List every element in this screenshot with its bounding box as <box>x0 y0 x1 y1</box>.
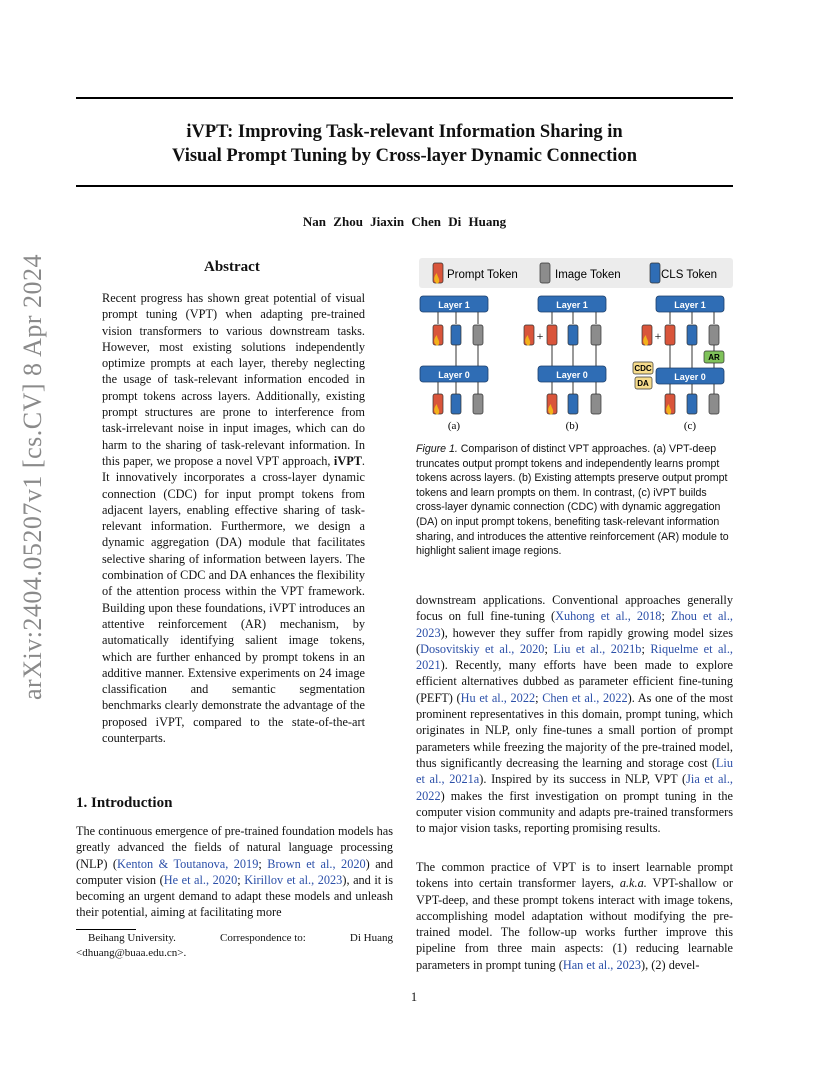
intro-text: ) and computer vision ( <box>76 856 393 887</box>
citation-link[interactable]: Brown et al., 2020 <box>267 856 366 871</box>
footnote-author: Di Huang <box>349 932 393 944</box>
body-text: ; <box>661 609 671 624</box>
arxiv-watermark: arXiv:2404.05207v1 [cs.CV] 8 Apr 2024 <box>18 253 47 700</box>
body-text: The common practice of VPT is to insert learnable prompt tokens into certain transformer layers, <box>416 860 733 891</box>
body-text: ). Inspired by its success in NLP, VPT ( <box>479 772 687 787</box>
layer-1-label: Layer 1 <box>556 300 588 310</box>
body-text: ; <box>641 641 651 656</box>
legend-cls-label: CLS Token <box>661 269 718 281</box>
footnote-correspondence: Correspondence to: <box>219 932 306 944</box>
layer-0-label: Layer 0 <box>556 370 588 380</box>
right-column-paragraph-2 <box>416 859 733 973</box>
footnote-affiliation: Beihang University. <box>88 932 176 944</box>
body-text: ), however they suffer from rapidly growing model sizes ( <box>416 625 733 656</box>
panel-b <box>524 296 606 432</box>
image-token <box>709 394 719 414</box>
intro-text: ), and it is becoming an urgent demand to adapt these models and unleash their potential, aiming at facilitating more <box>76 872 393 920</box>
image-token-icon <box>540 263 550 283</box>
author-list: Nan Zhou Jiaxin Chen Di Huang <box>302 214 507 229</box>
citation-link[interactable]: Jia et al., 2022 <box>416 772 733 803</box>
body-text: ). Recently, many efforts have been made to explore efficient alternatives dubbed as parameter efficient fine-tuning (PEFT) ( <box>416 658 733 705</box>
layer-0-label: Layer 0 <box>674 372 706 382</box>
panel-a-label: (a) <box>447 420 461 432</box>
image-token <box>473 325 483 345</box>
da-label: DA <box>637 379 649 388</box>
abstract-heading: Abstract <box>204 259 260 275</box>
citation-link[interactable]: Chen et al., 2022 <box>542 690 628 705</box>
title-line-1: iVPT: Improving Task-relevant Information Sharing in <box>186 122 623 142</box>
body-text: ; <box>535 690 543 705</box>
body-text: VPT-shallow or VPT-deep, and these prompt tokens interact with image tokens, accomplishing model adaptation without modifying the pre-trained model. The follow-up works further improve this pipeline from three main aspects: (1) reducing learnable parameters in prompt tuning ( <box>416 876 733 972</box>
cls-token-icon <box>650 263 660 283</box>
cls-token <box>568 325 578 345</box>
caption-label: Figure 1. <box>416 443 458 455</box>
body-text: downstream applications. Conventional approaches generally focus on full fine-tuning ( <box>416 593 733 624</box>
panel-b-label: (b) <box>565 420 579 432</box>
title-line-2: Visual Prompt Tuning by Cross-layer Dynamic Connection <box>172 146 637 166</box>
citation-link[interactable]: Liu et al., 2021b <box>553 641 642 656</box>
caption-text: Comparison of distinct VPT approaches. (a) VPT-deep truncates output prompt tokens and independently learns prompt tokens across layers. (b) Existing attempts preserve output prompt tokens and learn prompts on them. In contrast, (c) iVPT builds cross-layer dynamic connection (CDC) with dynamic aggregation (DA) on input prompt tokens, benefiting task-relevant information sharing, and introduces the attentive reinforcement (AR) module to highlight salient image regions. <box>416 443 729 558</box>
body-text: ; <box>544 641 554 656</box>
plus-sign: + <box>536 329 544 343</box>
citation-link[interactable]: He et al., 2020 <box>163 872 238 887</box>
image-token <box>473 394 483 414</box>
body-text: ), (2) devel- <box>641 957 700 972</box>
right-column-paragraph-1 <box>416 592 733 836</box>
cls-token <box>687 394 697 414</box>
citation-link[interactable]: Liu et al., 2021a <box>416 755 733 787</box>
image-token <box>591 394 601 414</box>
figure-1-diagram <box>416 258 733 436</box>
cdc-label: CDC <box>634 364 652 373</box>
legend-prompt-label: Prompt Token <box>447 269 518 281</box>
layer-1-label: Layer 1 <box>438 300 470 310</box>
abstract-bold-ivpt: iVPT <box>333 453 362 468</box>
panel-c-label: (c) <box>683 420 697 432</box>
body-italic: a.k.a. <box>619 876 647 891</box>
layer-1-label: Layer 1 <box>674 300 706 310</box>
intro-paragraph <box>76 823 393 921</box>
panel-c <box>633 296 724 432</box>
prompt-token <box>547 325 557 345</box>
intro-text: ; <box>237 872 245 887</box>
cls-token <box>451 325 461 345</box>
citation-link[interactable]: Dosovitskiy et al., 2020 <box>420 641 545 656</box>
body-text: ). As one of the most prominent representatives in this domain, prompt tuning, which originates in NLP, only fine-tunes a small portion of prompt parameters while freezing the majority of the pre-trained model, thus significantly decreasing the learning and storage cost ( <box>416 690 733 770</box>
intro-text: The continuous emergence of pre-trained foundation models has greatly advanced the fields of natural language processing (NLP) ( <box>76 824 393 871</box>
abstract-body <box>102 290 365 746</box>
body-text: ) makes the first investigation on prompt tuning in the computer vision community and adapts pre-trained transformers to major vision tasks, reporting promising results. <box>416 788 733 836</box>
intro-text: ; <box>258 856 268 871</box>
layer-0-label: Layer 0 <box>438 370 470 380</box>
citation-link[interactable]: Kirillov et al., 2023 <box>244 872 343 887</box>
footnote <box>76 931 393 960</box>
cls-token <box>451 394 461 414</box>
paper-title <box>76 120 733 168</box>
cls-token <box>568 394 578 414</box>
abstract-text-1: Recent progress has shown great potential of visual prompt tuning (VPT) when adapting pre-trained vision transformers to various downstream tasks. However, most existing solutions independently optimize prompts at each layer, thereby neglecting the usage of task-relevant information encoded in prompt tokens across layers. Additionally, existing prompt structures are prone to interference from task-irrelevant noise in input images, which can do harm to the sharing of task-relevant information. In this paper, we propose a novel VPT approach, <box>102 291 365 468</box>
footnote-rule <box>76 929 136 930</box>
figure-1-caption <box>416 442 733 559</box>
section-heading-introduction: 1. Introduction <box>76 795 173 811</box>
citation-link[interactable]: Zhou et al., 2023 <box>416 609 733 640</box>
image-token <box>709 325 719 345</box>
abstract-text-2: . It innovatively incorporates a cross-layer dynamic connection (CDC) for input prompt tokens from adjacent layers, enabling effective sharing of task-relevant information. Furthermore, we design a dynamic aggregation (DA) module that facilitates selective sharing of information between layers. The combination of CDC and DA enhances the flexibility of the attention process within the VPT framework. Building upon these foundations, iVPT introduces an attentive reinforcement (AR) mechanism, by automatically identifying salient image tokens, which are further enhanced by prompt tokens in an additive manner. Extensive experiments on 24 image classification and semantic segmentation benchmarks clearly demonstrate the advantage of the proposed iVPT, compared to the state-of-the-art counterparts. <box>102 453 365 746</box>
image-token <box>591 325 601 345</box>
citation-link[interactable]: Riquelme et al., 2021 <box>416 641 733 673</box>
panel-a <box>420 296 488 432</box>
legend-image-label: Image Token <box>555 269 621 281</box>
citation-link[interactable]: Han et al., 2023 <box>562 957 642 972</box>
cls-token <box>687 325 697 345</box>
citation-link[interactable]: Kenton & Toutanova, 2019 <box>117 856 259 871</box>
citation-link[interactable]: Xuhong et al., 2018 <box>555 609 662 624</box>
title-bottom-rule <box>76 185 733 187</box>
plus-sign: + <box>654 329 662 343</box>
ar-label: AR <box>708 353 720 362</box>
top-rule <box>76 97 733 99</box>
citation-link[interactable]: Hu et al., 2022 <box>460 690 536 705</box>
footnote-email[interactable]: <dhuang@buaa.edu.cn>. <box>76 946 187 959</box>
prompt-token <box>665 325 675 345</box>
page-number: 1 <box>410 990 418 1004</box>
